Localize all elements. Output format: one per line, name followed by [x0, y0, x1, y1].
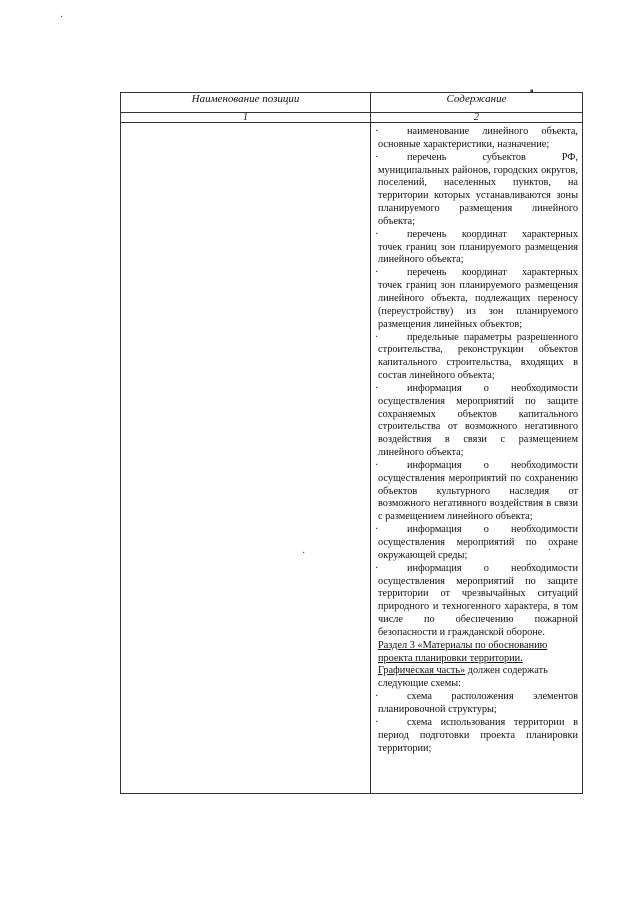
list-item-text: перечень субъектов РФ, муниципальных районов, городских округов, поселений, населенных пунктов, на территории которых устанавливаются зоны планируемого размещения линейного объекта;	[378, 151, 578, 227]
content-cell	[371, 123, 583, 794]
list-item	[375, 524, 578, 563]
bullet-icon: ·	[375, 691, 379, 703]
position-name-cell	[121, 123, 371, 794]
section-title: Раздел 3 «Материалы по обоснованию проекта планировки территории. Графическая часть»	[378, 639, 548, 677]
column-number-1: 1	[121, 113, 371, 123]
list-item	[375, 691, 578, 717]
bullet-icon: ·	[375, 382, 379, 394]
bullet-icon: ·	[375, 267, 379, 279]
column-header-name: Наименование позиции	[121, 93, 371, 113]
scan-speck: ·	[302, 548, 306, 559]
scan-speck: ·	[548, 545, 552, 556]
list-item	[375, 459, 578, 524]
column-header-content: Содержание	[371, 93, 583, 113]
scheme-item-text: схема расположения элементов планировочной структуры;	[378, 691, 578, 715]
section-intro: должен содержать следующие схемы:	[378, 665, 548, 690]
list-item-text: информация о необходимости осуществления мероприятий по защите территории от чрезвычайных ситуаций природного и техногенного характера, в том числе по обеспечению пожарной безопасности и гражданской обороне.	[378, 562, 578, 638]
content-table	[120, 92, 583, 794]
list-item	[375, 267, 578, 331]
list-item-text: информация о необходимости осуществления мероприятий по защите сохраняемых объектов капитального строительства от возможного негативного воздействия в связи с размещением линейного объекта;	[378, 382, 578, 459]
bullet-icon: ·	[375, 228, 379, 240]
section-heading	[378, 640, 578, 691]
column-number-2: 2	[371, 113, 583, 123]
bullet-icon: ·	[375, 331, 379, 343]
list-item-text: перечень координат характерных точек границ зон планируемого размещения линейного объекта;	[378, 228, 578, 266]
content-row	[121, 123, 583, 794]
list-item	[375, 382, 578, 460]
bullet-icon: ·	[375, 524, 379, 536]
column-number-row	[121, 113, 583, 123]
list-item	[375, 126, 578, 152]
list-item	[375, 331, 578, 383]
bullet-icon: ·	[375, 126, 379, 137]
list-item	[375, 562, 578, 640]
list-item-text: информация о необходимости осуществления мероприятий по охране окружающей среды;	[378, 524, 578, 561]
scan-speck: ▪	[530, 86, 534, 97]
list-item	[375, 716, 578, 756]
list-item-text: информация о необходимости осуществления мероприятий по сохранению объектов культурного наследия от возможного негативного воздействия в связи с размещением линейного объекта;	[378, 459, 578, 523]
list-item-text: наименование линейного объекта, основные характеристики, назначение;	[378, 126, 578, 150]
scheme-item-text: схема использования территории в период подготовки проекта планировки территории;	[378, 716, 578, 754]
list-item-text: предельные параметры разрешенного строительства, реконструкции объектов капитального строительства, входящих в состав линейного объекта;	[378, 331, 578, 382]
list-item-text: перечень координат характерных точек границ зон планируемого размещения линейного объекта, подлежащих переносу (переустройству) из зон планируемого размещения линейных объектов;	[378, 267, 578, 330]
bullet-icon: ·	[375, 151, 379, 163]
list-item	[375, 228, 578, 268]
header-row	[121, 93, 583, 113]
bullet-icon: ·	[375, 459, 379, 471]
list-item	[375, 151, 578, 229]
bullet-icon: ·	[375, 716, 379, 728]
scan-speck: ·	[60, 12, 64, 23]
bullet-icon: ·	[375, 562, 379, 574]
